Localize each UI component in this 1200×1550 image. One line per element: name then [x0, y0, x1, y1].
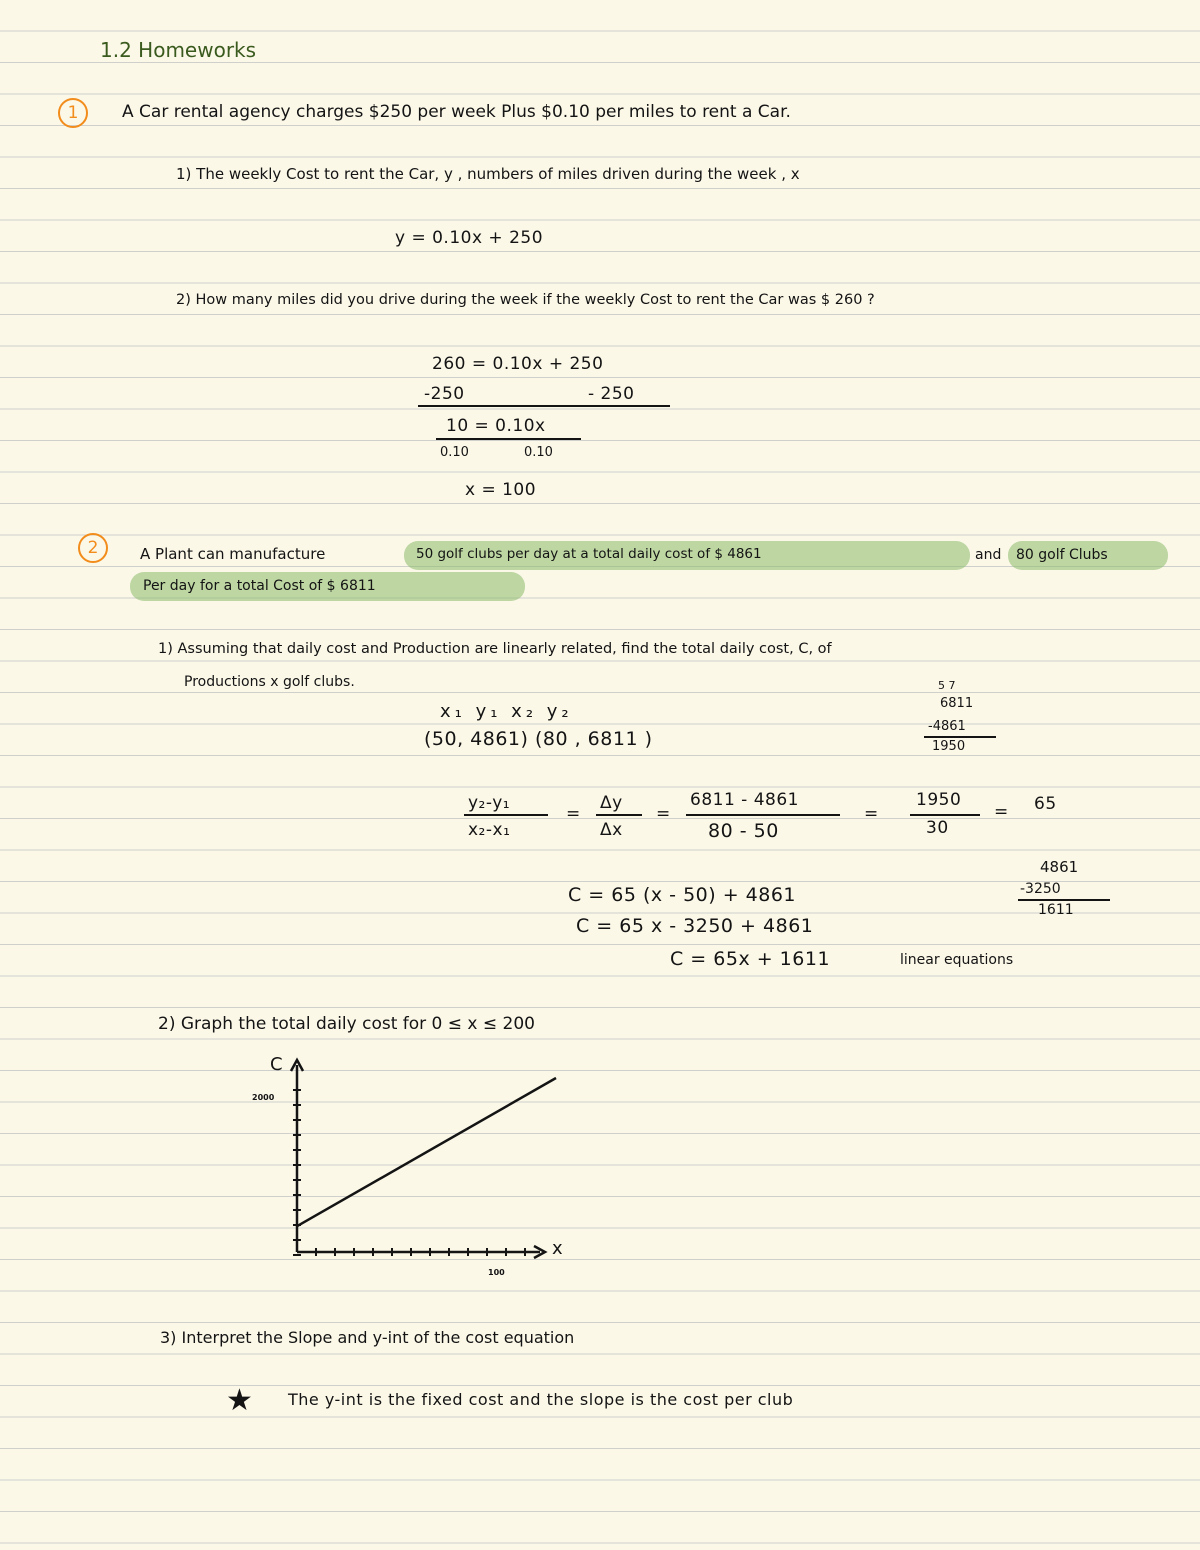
cost-graph: [240, 1040, 600, 1290]
slope-value: 65: [1034, 794, 1057, 814]
delta-numerator: Δy: [600, 793, 623, 813]
problem-1-number: 1: [58, 98, 88, 128]
work-line-4-right: 0.10: [524, 445, 553, 460]
equation-2: C = 65 x - 3250 + 4861: [576, 915, 814, 937]
equals-2: =: [656, 804, 671, 824]
slope-lhs-numerator: y₂-y₁: [468, 793, 511, 813]
fraction-3-numerator: 6811 - 4861: [690, 790, 799, 810]
problem-1-question-2: 2) How many miles did you drive during the week if the weekly Cost to rent the Car was $ 260 ?: [176, 292, 875, 308]
work-line-2-right: - 250: [588, 384, 635, 404]
delta-bar: [596, 814, 642, 816]
x-axis-label: x: [552, 1238, 563, 1259]
problem-2-highlight-3-text: Per day for a total Cost of $ 6811: [143, 578, 376, 594]
side-calc-2-sub: -3250: [1020, 881, 1061, 897]
side-calc-1-sub: -4861: [928, 719, 966, 734]
page-title: 1.2 Homeworks: [100, 38, 257, 62]
problem-2-prompt-part-1: A Plant can manufacture: [140, 545, 326, 563]
problem-1-question-1: 1) The weekly Cost to rent the Car, y , numbers of miles driven during the week , x: [176, 165, 800, 183]
side-calc-1-rule: [924, 736, 996, 738]
problem-2-question-3: 3) Interpret the Slope and y-int of the cost equation: [160, 1328, 575, 1347]
side-calc-1-result: 1950: [932, 739, 966, 754]
problem-2-number: 2: [78, 533, 108, 563]
fraction-3-denominator: 80 - 50: [708, 820, 779, 842]
slope-lhs-denominator: x₂-x₁: [468, 820, 511, 840]
slope-lhs-bar: [464, 814, 548, 816]
problem-1-answer-1: y = 0.10x + 250: [395, 228, 544, 248]
star-icon: ★: [226, 1383, 253, 1418]
work-answer: x = 100: [465, 480, 537, 500]
y-tick-label: 2000: [252, 1093, 275, 1102]
equation-1: C = 65 (x - 50) + 4861: [568, 884, 797, 906]
equation-3: C = 65x + 1611: [670, 948, 831, 970]
problem-2-question-1-line-2: Productions x golf clubs.: [184, 674, 355, 690]
subtraction-rule: [418, 405, 670, 407]
problem-2-question-2: 2) Graph the total daily cost for 0 ≤ x ≤ 200: [158, 1014, 535, 1034]
problem-2-highlight-2-text: 80 golf Clubs: [1016, 547, 1108, 563]
side-calc-2-result: 1611: [1038, 902, 1074, 918]
fraction-3-bar: [686, 814, 840, 816]
work-line-4-left: 0.10: [440, 445, 469, 460]
linear-equations-note: linear equations: [900, 952, 1014, 968]
point-labels: x₁ y₁ x₂ y₂: [440, 701, 573, 722]
fraction-4-denominator: 30: [926, 818, 949, 838]
equals-3: =: [864, 804, 879, 824]
work-line-1: 260 = 0.10x + 250: [432, 354, 604, 374]
side-calc-1-top: 6811: [940, 696, 974, 711]
side-calc-2-rule: [1018, 899, 1110, 901]
fraction-4-bar: [910, 814, 980, 816]
problem-2-question-1-line-1: 1) Assuming that daily cost and Production are linearly related, find the total daily cost, C, of: [158, 641, 832, 657]
equals-4: =: [994, 802, 1009, 822]
equals-1: =: [566, 804, 581, 824]
problem-2-highlight-1-text: 50 golf clubs per day at a total daily cost of $ 4861: [416, 546, 762, 562]
problem-2-answer-3: The y-int is the fixed cost and the slope is the cost per club: [288, 1390, 794, 1409]
division-rule: [436, 438, 581, 440]
y-axis-label: C: [270, 1054, 283, 1075]
delta-denominator: Δx: [600, 820, 623, 840]
side-calc-1-carry: 5 7: [938, 679, 956, 692]
cost-line: [297, 1078, 556, 1226]
problem-2-and: and: [975, 547, 1002, 563]
fraction-4-numerator: 1950: [916, 790, 962, 810]
work-line-2-left: -250: [424, 384, 465, 404]
problem-1-prompt: A Car rental agency charges $250 per week Plus $0.10 per miles to rent a Car.: [122, 102, 791, 122]
work-line-3: 10 = 0.10x: [446, 416, 546, 436]
side-calc-2-top: 4861: [1040, 858, 1079, 876]
points: (50, 4861) (80 , 6811 ): [424, 728, 653, 750]
x-tick-label: 100: [488, 1268, 505, 1277]
